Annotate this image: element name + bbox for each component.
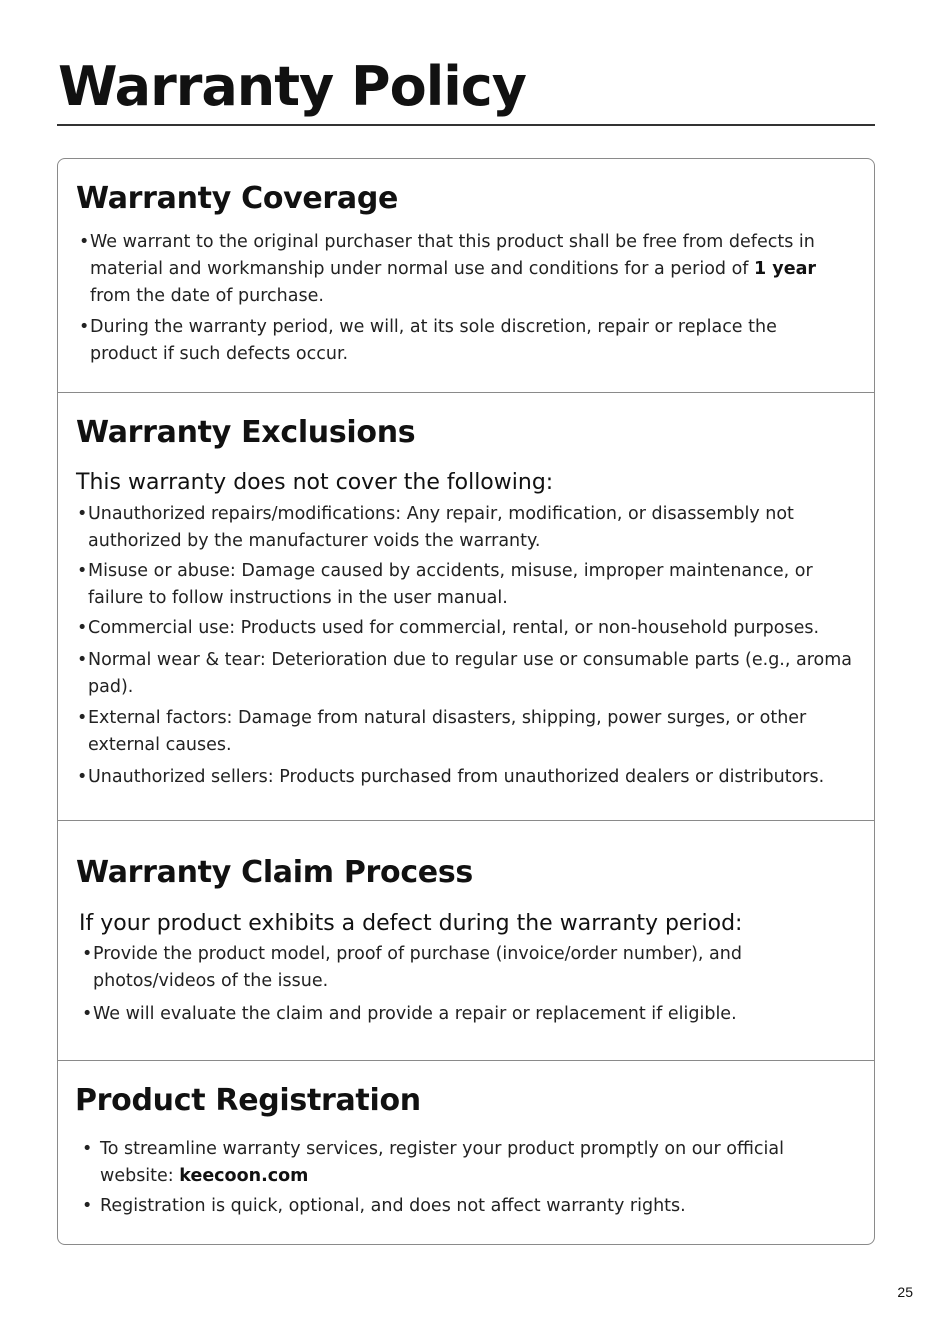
registration-item-text: Registration is quick, optional, and does not affect warranty rights. bbox=[100, 1196, 686, 1216]
bullet-icon: • bbox=[77, 561, 88, 581]
claim-item-text: We will evaluate the claim and provide a repair or replacement if eligible. bbox=[93, 1004, 737, 1024]
coverage-item-text: During the warranty period, we will, at its sole discretion, repair or replace the product if such defects occur. bbox=[90, 317, 777, 364]
page-title: Warranty Policy bbox=[58, 55, 526, 118]
list-item bbox=[77, 501, 864, 555]
registration-item-text: To streamline warranty services, register your product promptly on our official website: bbox=[100, 1139, 784, 1186]
website-link[interactable]: keecoon.com bbox=[179, 1166, 309, 1186]
exclusion-item-text: External factors: Damage from natural disasters, shipping, power surges, or other external causes. bbox=[88, 708, 807, 755]
section-divider bbox=[58, 820, 874, 821]
list-item bbox=[82, 941, 833, 995]
section-divider bbox=[58, 392, 874, 393]
bullet-icon: • bbox=[77, 504, 88, 524]
exclusion-item-text: Unauthorized repairs/modifications: Any repair, modification, or disassembly not authorized by the manufacturer voids the warranty. bbox=[88, 504, 794, 551]
list-item bbox=[82, 1193, 840, 1220]
bullet-icon: • bbox=[82, 1004, 93, 1024]
bullet-icon: • bbox=[82, 944, 93, 964]
exclusion-item-text: Normal wear & tear: Deterioration due to regular use or consumable parts (e.g., aroma pad). bbox=[88, 650, 853, 697]
claim-item-text: Provide the product model, proof of purchase (invoice/order number), and photos/videos of the issue. bbox=[93, 944, 742, 991]
list-item bbox=[77, 705, 864, 759]
bullet-icon: • bbox=[77, 650, 88, 670]
coverage-item-text-before: We warrant to the original purchaser that this product shall be free from defects in material and workmanship under normal use and conditions for a period of bbox=[90, 232, 815, 279]
coverage-item-text-after: from the date of purchase. bbox=[90, 286, 324, 306]
exclusion-item-text: Unauthorized sellers: Products purchased from unauthorized dealers or distributors. bbox=[88, 767, 825, 787]
coverage-period-highlight: 1 year bbox=[754, 259, 817, 279]
exclusion-item-text: Commercial use: Products used for commercial, rental, or non-household purposes. bbox=[88, 618, 820, 638]
bullet-icon: • bbox=[77, 708, 88, 728]
claim-title: Warranty Claim Process bbox=[76, 855, 473, 890]
exclusions-subtitle: This warranty does not cover the following: bbox=[76, 470, 554, 495]
list-item bbox=[82, 1001, 853, 1028]
page-number: 25 bbox=[897, 1284, 913, 1300]
exclusion-item-text: Misuse or abuse: Damage caused by accidents, misuse, improper maintenance, or failure to follow instructions in the user manual. bbox=[88, 561, 813, 608]
bullet-icon: • bbox=[77, 767, 88, 787]
list-item bbox=[77, 647, 864, 701]
section-divider bbox=[58, 1060, 874, 1061]
claim-subtitle: If your product exhibits a defect during the warranty period: bbox=[79, 911, 743, 936]
list-item bbox=[77, 764, 864, 791]
list-item bbox=[82, 1136, 840, 1190]
bullet-icon: • bbox=[82, 1196, 93, 1216]
bullet-icon: • bbox=[82, 1139, 93, 1159]
bullet-icon: • bbox=[77, 618, 88, 638]
bullet-icon: • bbox=[79, 232, 90, 252]
registration-title: Product Registration bbox=[75, 1083, 421, 1118]
list-item bbox=[77, 615, 864, 642]
list-item bbox=[79, 229, 830, 310]
coverage-title: Warranty Coverage bbox=[76, 181, 399, 216]
list-item bbox=[79, 314, 830, 368]
list-item bbox=[77, 558, 864, 612]
title-divider bbox=[57, 124, 875, 126]
warranty-policy-panel bbox=[57, 158, 875, 1245]
bullet-icon: • bbox=[79, 317, 90, 337]
exclusions-title: Warranty Exclusions bbox=[76, 415, 416, 450]
